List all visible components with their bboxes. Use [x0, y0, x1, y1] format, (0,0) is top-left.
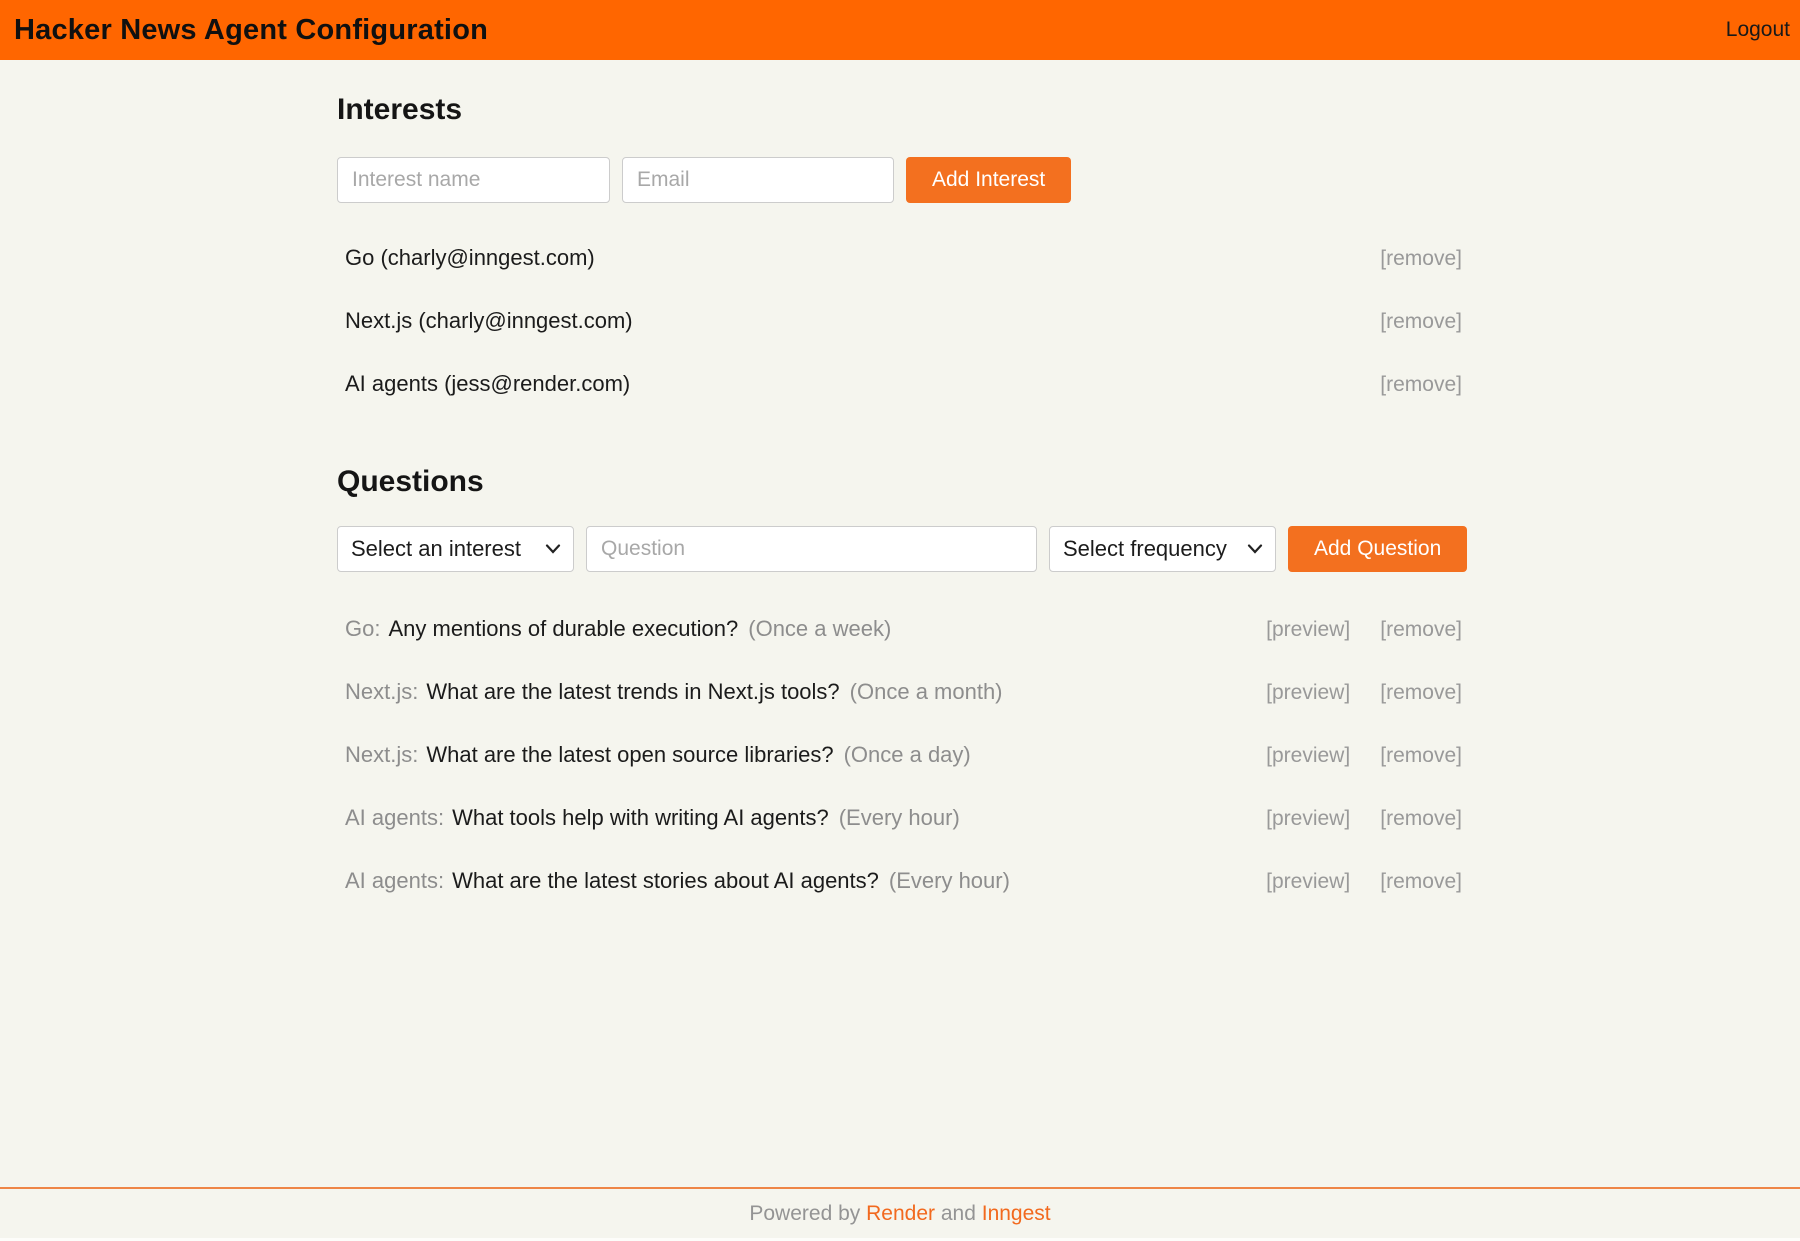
interest-row — [337, 308, 1468, 335]
question-row — [337, 868, 1468, 895]
question-text: What are the latest trends in Next.js tools? — [426, 679, 840, 704]
question-text: Any mentions of durable execution? — [388, 616, 739, 641]
inngest-link[interactable]: Inngest — [981, 1202, 1051, 1225]
question-interest-prefix: Next.js: — [345, 742, 419, 767]
app-footer — [0, 1187, 1800, 1238]
frequency-select-value: Select frequency — [1063, 536, 1227, 561]
interest-select-value: Select an interest — [351, 536, 521, 561]
preview-question-link[interactable]: [preview] — [1266, 681, 1351, 704]
remove-question-link[interactable]: [remove] — [1380, 618, 1462, 641]
question-text-group — [345, 805, 960, 831]
question-frequency: (Every hour) — [888, 868, 1010, 893]
render-link[interactable]: Render — [866, 1202, 935, 1225]
question-text-group — [345, 616, 891, 642]
preview-question-link[interactable]: [preview] — [1266, 807, 1351, 830]
remove-question-link[interactable]: [remove] — [1380, 681, 1462, 704]
add-interest-form — [337, 157, 1468, 203]
questions-section — [337, 465, 1468, 895]
question-row — [337, 679, 1468, 706]
add-question-form — [337, 526, 1468, 572]
interests-list — [337, 245, 1468, 398]
and-text: and — [940, 1202, 976, 1225]
app-header — [0, 0, 1800, 60]
remove-question-link[interactable]: [remove] — [1380, 807, 1462, 830]
interest-email-input[interactable] — [622, 157, 894, 203]
remove-interest-link[interactable]: [remove] — [1380, 247, 1462, 270]
remove-question-link[interactable]: [remove] — [1380, 744, 1462, 767]
question-interest-prefix: AI agents: — [345, 868, 445, 893]
add-interest-button[interactable]: Add Interest — [906, 157, 1071, 203]
interest-row — [337, 245, 1468, 272]
question-text: What are the latest open source libraries? — [426, 742, 834, 767]
interest-label: Next.js (charly@inngest.com) — [345, 308, 633, 333]
page-title: Hacker News Agent Configuration — [14, 13, 489, 46]
question-frequency: (Every hour) — [838, 805, 960, 830]
question-input[interactable] — [586, 526, 1037, 572]
interest-label: AI agents (jess@render.com) — [345, 371, 631, 396]
question-row — [337, 805, 1468, 832]
question-text-group — [345, 742, 971, 768]
question-interest-prefix: AI agents: — [345, 805, 445, 830]
question-interest-prefix: Go: — [345, 616, 381, 641]
interest-name-input[interactable] — [337, 157, 610, 203]
question-text-group — [345, 868, 1010, 894]
question-frequency: (Once a month) — [849, 679, 1003, 704]
question-text: What tools help with writing AI agents? — [452, 805, 829, 830]
interests-heading: Interests — [337, 93, 463, 126]
interest-select[interactable] — [337, 526, 574, 572]
chevron-down-icon — [1247, 544, 1263, 554]
question-text-group — [345, 679, 1003, 705]
question-frequency: (Once a week) — [748, 616, 892, 641]
question-frequency: (Once a day) — [843, 742, 971, 767]
interest-row — [337, 371, 1468, 398]
preview-question-link[interactable]: [preview] — [1266, 744, 1351, 767]
remove-interest-link[interactable]: [remove] — [1380, 373, 1462, 396]
question-text: What are the latest stories about AI agents? — [452, 868, 879, 893]
powered-by-text: Powered by — [749, 1202, 861, 1225]
question-interest-prefix: Next.js: — [345, 679, 419, 704]
interest-label: Go (charly@inngest.com) — [345, 245, 595, 270]
add-question-button[interactable]: Add Question — [1288, 526, 1467, 572]
chevron-down-icon — [545, 544, 561, 554]
questions-list — [337, 616, 1468, 895]
preview-question-link[interactable]: [preview] — [1266, 618, 1351, 641]
remove-interest-link[interactable]: [remove] — [1380, 310, 1462, 333]
preview-question-link[interactable]: [preview] — [1266, 870, 1351, 893]
interests-section — [337, 93, 1468, 398]
logout-link[interactable]: Logout — [1725, 18, 1790, 41]
remove-question-link[interactable]: [remove] — [1380, 870, 1462, 893]
question-row — [337, 616, 1468, 643]
frequency-select[interactable] — [1049, 526, 1276, 572]
questions-heading: Questions — [337, 465, 484, 498]
question-row — [337, 742, 1468, 769]
main-content — [337, 60, 1468, 1187]
